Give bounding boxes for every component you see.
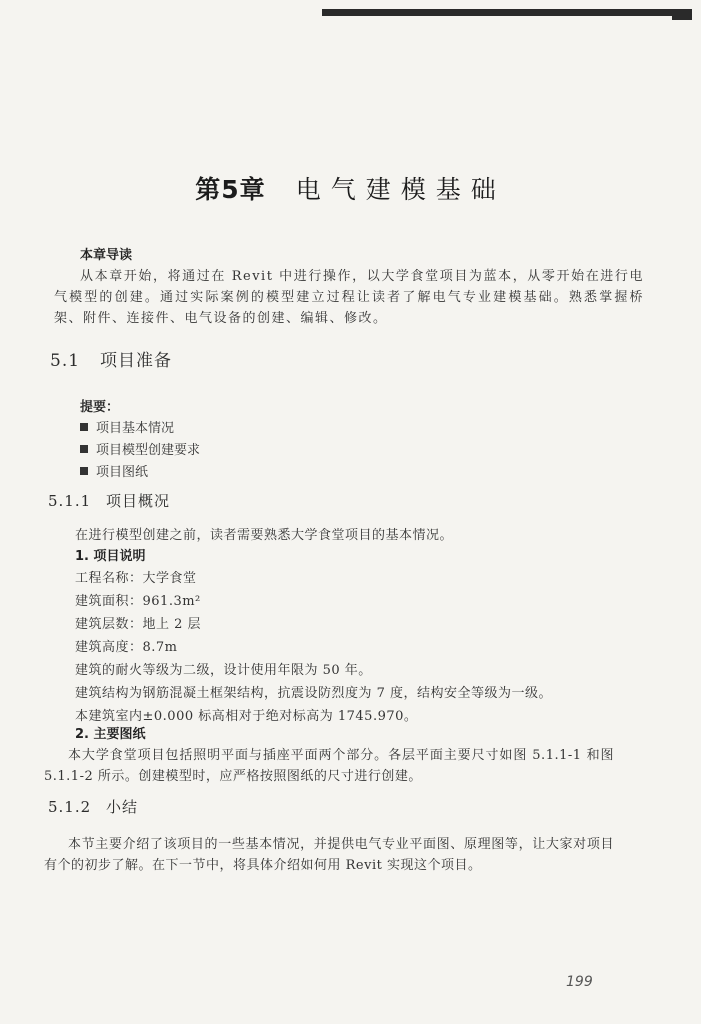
square-bullet-icon <box>80 423 88 431</box>
subsection-number: 5.1.1 <box>48 492 92 510</box>
subsection-title: 小结 <box>106 798 139 816</box>
intro-paragraph: 在进行模型创建之前，读者需要熟悉大学食堂项目的基本情况。 <box>75 528 454 543</box>
section-title: 项目准备 <box>100 351 172 371</box>
chapter-label: 第5章 <box>195 175 266 204</box>
square-bullet-icon <box>80 467 88 475</box>
list-item: 建筑结构为钢筋混凝土框架结构，抗震设防烈度为 7 度，结构安全等级为一级。 <box>75 686 553 701</box>
subsection-number: 5.1.2 <box>48 798 92 816</box>
list-item: 项目基本情况 <box>80 418 200 440</box>
project-info-list <box>75 567 552 728</box>
square-bullet-icon <box>80 445 88 453</box>
tips-label: 提要： <box>80 400 120 415</box>
guide-body: 从本章开始，将通过在 Revit 中进行操作，以大学食堂项目为蓝本，从零开始在进行电气模型的创建。通过实际案例的模型建立过程让读者了解电气专业建模基础。熟悉掌握桥架、附件、连接件、电气设备的创建、编辑、修改。 <box>54 269 644 326</box>
subsection-title: 项目概况 <box>106 492 171 510</box>
chapter-title <box>0 170 701 206</box>
list-item: 本建筑室内±0.000 标高相对于绝对标高为 1745.970。 <box>75 709 418 724</box>
section-heading <box>50 346 172 371</box>
item1-heading: 1. 项目说明 <box>75 549 146 564</box>
chapter-name: 电气建模基础 <box>295 175 506 204</box>
drawings-paragraph: 本大学食堂项目包括照明平面与插座平面两个部分。各层平面主要尺寸如图 5.1.1-1 和图 5.1.1-2 所示。创建模型时，应严格按照图纸的尺寸进行创建。 <box>44 748 614 784</box>
item2-heading: 2. 主要图纸 <box>75 727 146 742</box>
list-item: 建筑面积：961.3m² <box>75 594 201 609</box>
list-item: 项目图纸 <box>80 462 200 484</box>
page-number: 199 <box>566 974 593 990</box>
list-item: 工程名称：大学食堂 <box>75 571 197 586</box>
section-number: 5.1 <box>50 351 81 371</box>
list-item: 建筑高度：8.7m <box>75 640 178 655</box>
list-item: 建筑层数：地上 2 层 <box>75 617 202 632</box>
list-item: 建筑的耐火等级为二级，设计使用年限为 50 年。 <box>75 663 372 678</box>
list-item: 项目模型创建要求 <box>80 440 200 462</box>
subsection-heading-2 <box>48 796 138 817</box>
top-rule-tip <box>672 9 692 20</box>
guide-heading: 本章导读 <box>80 248 133 263</box>
top-rule <box>322 9 692 16</box>
subsection-heading-1 <box>48 490 170 511</box>
tips-list <box>80 418 200 484</box>
summary-paragraph: 本节主要介绍了该项目的一些基本情况，并提供电气专业平面图、原理图等，让大家对项目有个的初步了解。在下一节中，将具体介绍如何用 Revit 实现这个项目。 <box>44 837 614 873</box>
